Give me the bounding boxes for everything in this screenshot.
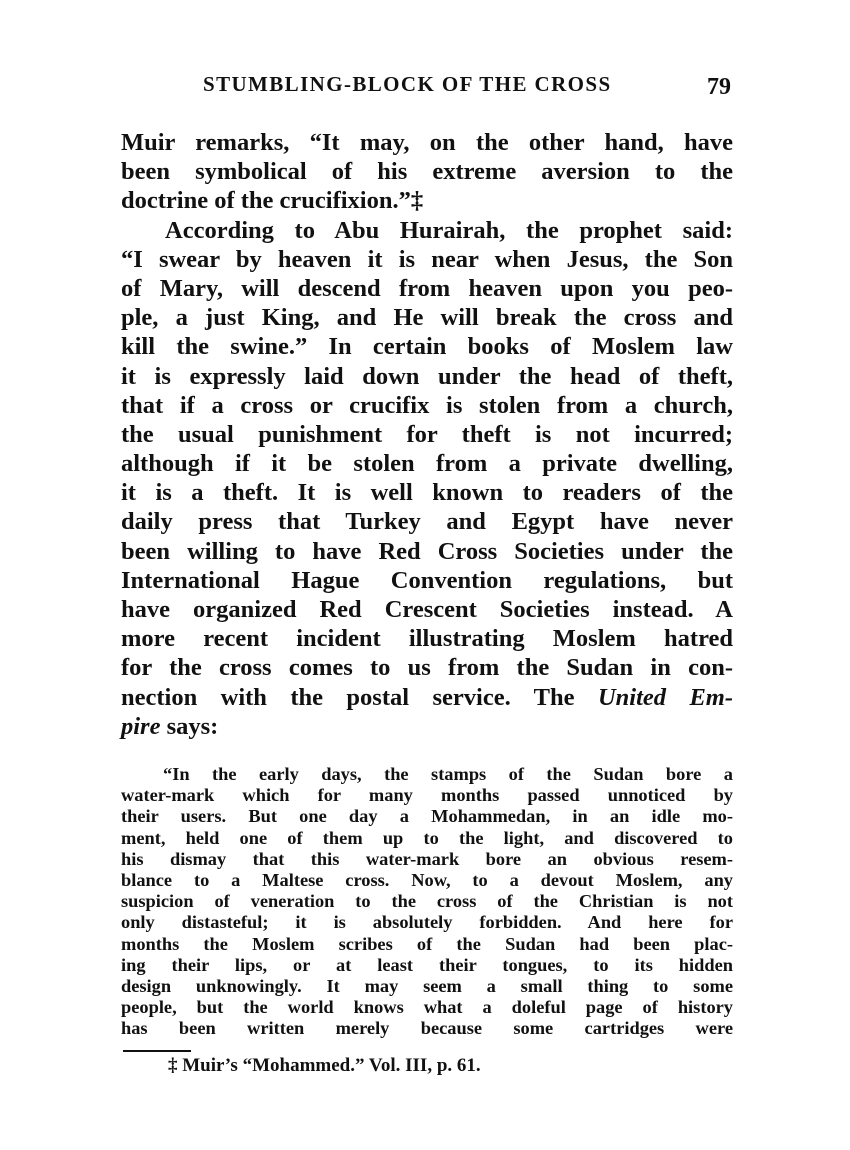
block-quote — [121, 764, 733, 1039]
text-line: it is a theft. It is well known to readers of the — [121, 479, 733, 507]
text-line: doctrine of the crucifixion.”‡ — [121, 187, 424, 215]
quote-line: design unknowingly. It may seem a small thing to some — [121, 975, 733, 996]
text-line: says: — [160, 712, 219, 740]
text-line-mixed — [121, 683, 733, 712]
text-line: although if it be stolen from a private dwelling, — [121, 450, 733, 478]
page-header — [121, 70, 733, 104]
text-line: nection with the postal service. The — [121, 683, 575, 711]
page-number: 79 — [707, 74, 731, 100]
quote-line: his dismay that this water-mark bore an obvious resem- — [121, 848, 733, 869]
text-line: the usual punishment for theft is not incurred; — [121, 420, 733, 448]
quote-line: ment, held one of them up to the light, and discovered to — [121, 827, 733, 848]
text-line: Muir remarks, “It may, on the other hand, have — [121, 129, 733, 156]
text-line: more recent incident illustrating Moslem hatred — [121, 625, 733, 653]
quote-line: people, but the world knows what a doleful page of history — [121, 997, 733, 1018]
publication-title: United Em- — [597, 683, 734, 711]
quote-line: has been written merely because some cartridges were — [121, 1018, 733, 1039]
text-line: According to Abu Hurairah, the prophet said: — [165, 216, 733, 244]
text-line: ple, a just King, and He will break the cross and — [121, 304, 733, 332]
text-line: it is expressly laid down under the head of theft, — [121, 362, 733, 390]
quote-line: ing their lips, or at least their tongues, to its hidden — [121, 954, 733, 975]
quote-line: only distasteful; it is absolutely forbidden. And here for — [121, 912, 733, 933]
text-line: International Hague Convention regulations, but — [121, 566, 733, 594]
quote-line: suspicion of veneration to the cross of the Christian is not — [121, 891, 733, 912]
text-line: of Mary, will descend from heaven upon you peo- — [121, 274, 733, 302]
publication-title: pire — [121, 712, 161, 740]
quote-line: blance to a Maltese cross. Now, to a devout Moslem, any — [121, 869, 733, 890]
text-line: been symbolical of his extreme aversion to the — [121, 158, 733, 186]
text-line: that if a cross or crucifix is stolen from a church, — [121, 391, 733, 419]
footnote: ‡ Muir’s “Mohammed.” Vol. III, p. 61. — [168, 1055, 481, 1076]
text-line-mixed — [121, 712, 733, 741]
footnote-rule — [123, 1050, 191, 1052]
text-line: have organized Red Crescent Societies instead. A — [121, 596, 733, 623]
body-text — [121, 128, 733, 741]
quote-line: “In the early days, the stamps of the Sudan bore a — [163, 764, 733, 784]
quote-line: their users. But one day a Mohammedan, in an idle mo- — [121, 806, 733, 827]
quote-line: water-mark which for many months passed unnoticed by — [121, 785, 733, 806]
text-line: been willing to have Red Cross Societies under the — [121, 537, 733, 565]
running-head: STUMBLING-BLOCK OF THE CROSS — [203, 72, 612, 96]
text-line: “I swear by heaven it is near when Jesus, the Son — [121, 245, 733, 273]
quote-line: months the Moslem scribes of the Sudan had been plac- — [121, 933, 733, 954]
text-line: for the cross comes to us from the Sudan in con- — [121, 654, 733, 682]
text-line: kill the swine.” In certain books of Moslem law — [121, 333, 733, 361]
text-line: daily press that Turkey and Egypt have never — [121, 508, 733, 536]
